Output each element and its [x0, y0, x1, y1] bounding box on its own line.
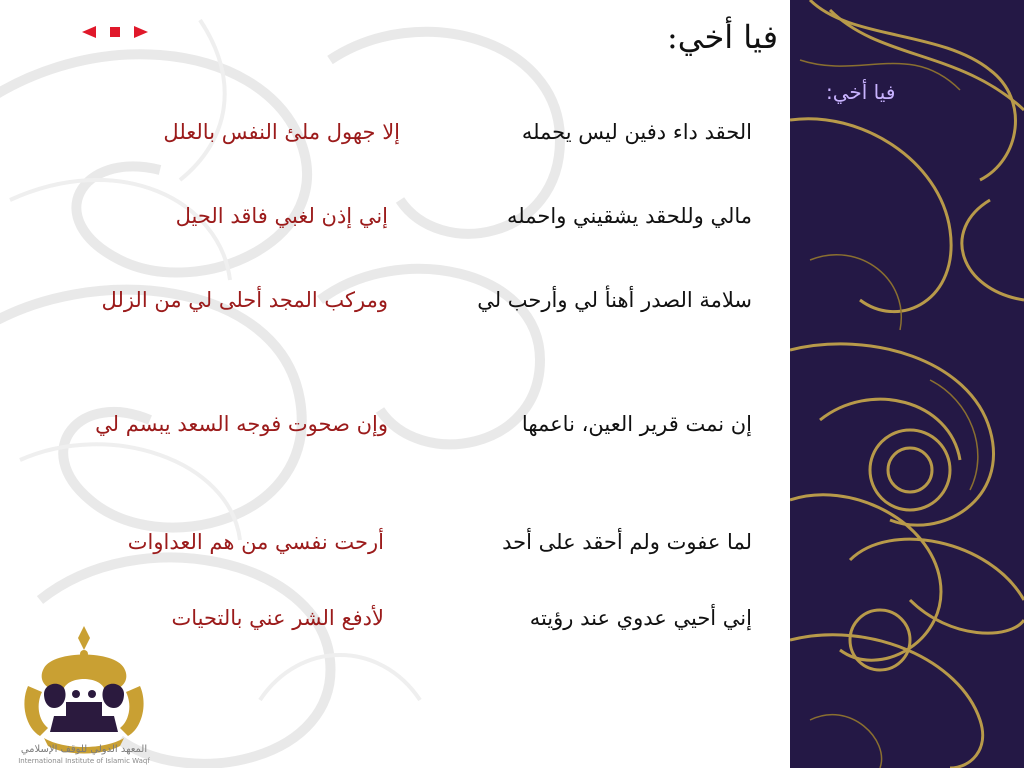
verse-5-first-hemistich: لما عفوت ولم أحقد على أحد: [502, 530, 752, 554]
triangle-left-icon: [82, 26, 96, 38]
verse-2-first-hemistich: مالي وللحقد يشقيني واحمله: [507, 204, 752, 228]
square-stop-icon: [110, 27, 120, 37]
verse-2-second-hemistich: إني إذن لغبي فاقد الحيل: [175, 204, 388, 228]
verse-1-second-hemistich: إلا جهول ملئ النفس بالعلل: [163, 120, 400, 144]
previous-slide-button[interactable]: [80, 24, 98, 40]
verse-3-first-hemistich: سلامة الصدر أهنأ لي وأرحب لي: [477, 288, 752, 312]
side-decorative-panel: [790, 0, 1024, 768]
verse-4-first-hemistich: إن نمت قرير العين، ناعمها: [521, 412, 752, 436]
verse-3-second-hemistich: ومركب المجد أحلى لي من الزلل: [101, 288, 388, 312]
slide-title: فيا أخي:: [667, 18, 778, 56]
institute-logo: [14, 624, 154, 764]
verse-1-first-hemistich: الحقد داء دفين ليس يحمله: [521, 120, 752, 144]
verse-5-second-hemistich: أرحت نفسي من هم العداوات: [127, 530, 384, 554]
home-slide-button[interactable]: [106, 24, 124, 40]
verse-4-second-hemistich: وإن صحوت فوجه السعد يبسم لي: [95, 412, 388, 436]
next-slide-button[interactable]: [132, 24, 150, 40]
verse-6-second-hemistich: لأدفع الشر عني بالتحيات: [171, 606, 384, 630]
slide-navigation: [80, 24, 150, 40]
logo-caption-arabic: المعهد الدولي للوقف الإسلامي: [20, 744, 148, 755]
logo-caption-english: International Institute of Islamic Waqf: [18, 757, 150, 765]
slide-subtitle: فيا أخي:: [826, 80, 896, 104]
arabesque-ornament: [790, 0, 1024, 768]
triangle-right-icon: [134, 26, 148, 38]
verse-6-first-hemistich: إني أحيي عدوي عند رؤيته: [529, 606, 752, 630]
